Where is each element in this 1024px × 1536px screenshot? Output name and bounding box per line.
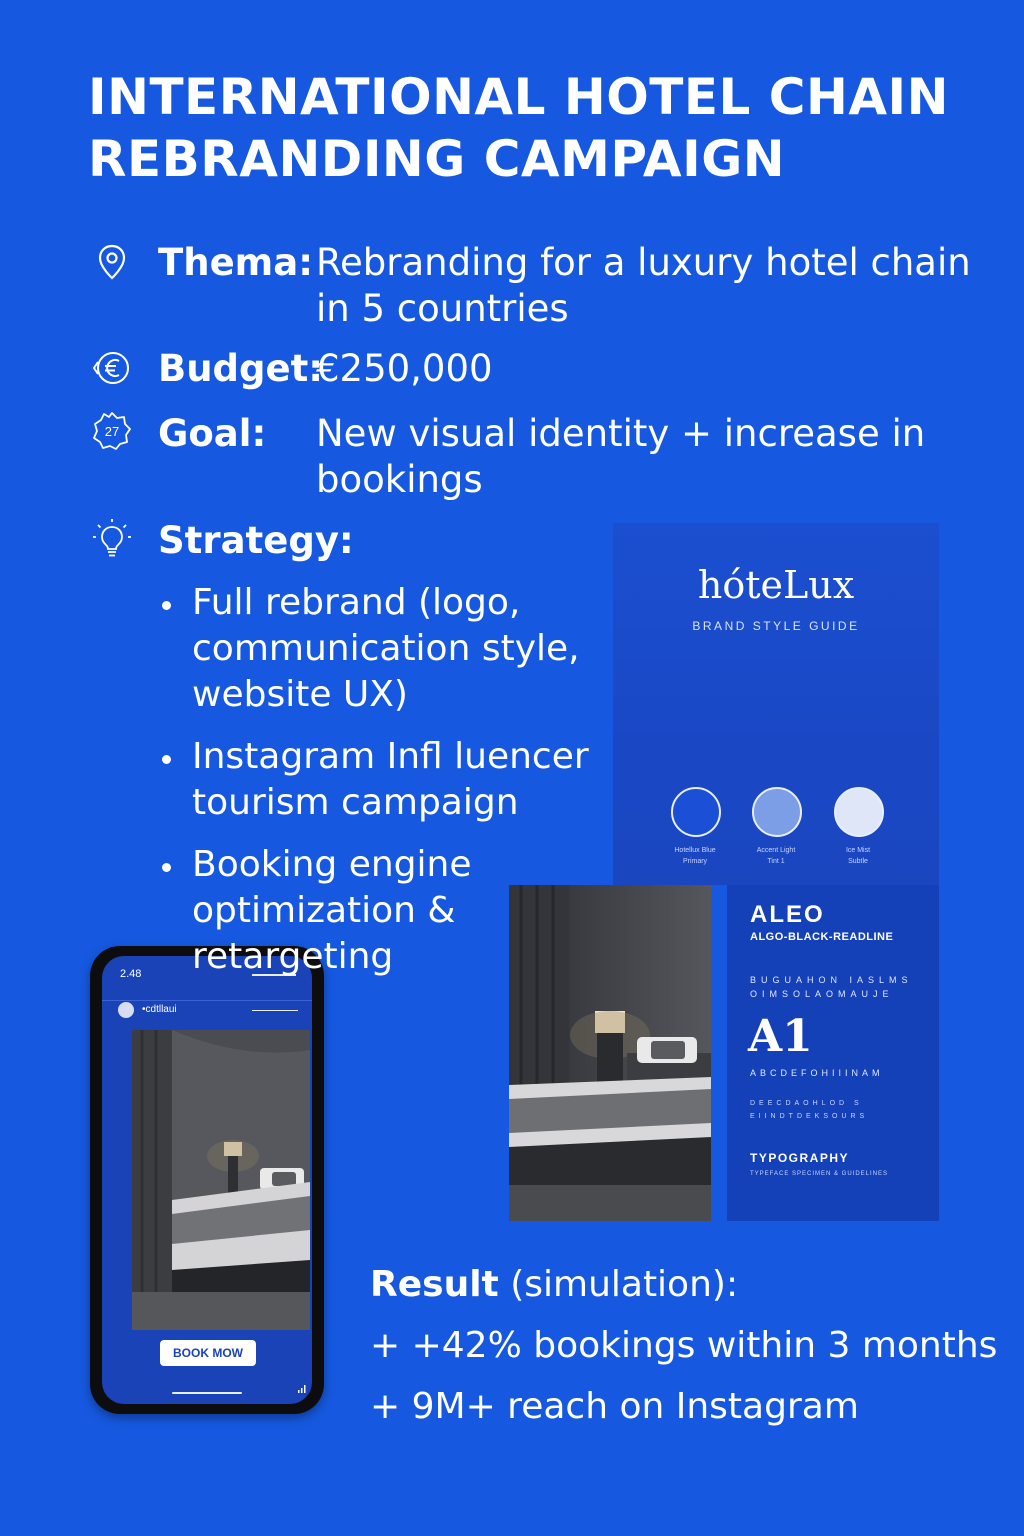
- result-section: [370, 1262, 1010, 1430]
- swatch-label: Hotellux Blue Primary: [674, 847, 716, 865]
- swatch-label: Ice Mist Subtle: [845, 847, 871, 865]
- badge-icon: [92, 411, 132, 451]
- phone-mockup: [90, 946, 324, 1414]
- page-title: [88, 66, 988, 190]
- brand-guide-subtitle: BRAND STYLE GUIDE: [692, 619, 860, 633]
- strategy-label: Strategy:: [158, 519, 354, 562]
- goal-label: Goal:: [158, 412, 267, 455]
- strategy-list: [158, 580, 598, 996]
- title-line-2: REBRANDING CAMPAIGN: [88, 130, 786, 188]
- list-item: Instagram Infl luencer tourism campaign: [158, 734, 598, 826]
- brand-style-guide-card: [613, 523, 939, 885]
- status-time: 2.48: [120, 968, 142, 980]
- color-swatch-accent: [752, 787, 802, 837]
- typography-footnote: TYPEFACE SPECIMEN & GUIDELINES: [750, 1171, 889, 1177]
- header-divider: [102, 1000, 312, 1001]
- header-line: [252, 1010, 298, 1011]
- small-sample-text: DEECDAOHLOD S EIINDTDEKSOURS: [750, 1100, 869, 1120]
- font-subname: ALGO-BLACK-READLINE: [750, 931, 894, 943]
- brand-logo: hóteLux: [697, 563, 855, 607]
- theme-value: Rebranding for a luxury hotel chain in 5 countries: [316, 241, 971, 330]
- budget-label: Budget:: [158, 347, 324, 390]
- result-line: + 9M+ reach on Instagram: [370, 1386, 859, 1427]
- account-handle[interactable]: •cdtllaui: [142, 1004, 177, 1015]
- sample-text: BUGUAHON IASLMS OIMSOLAOMAUJE: [750, 975, 913, 999]
- typography-card: [727, 885, 939, 1221]
- euro-coin-icon: [92, 348, 132, 388]
- avatar[interactable]: [118, 1002, 134, 1018]
- list-item: Full rebrand (logo, communication style, website UX): [158, 580, 598, 718]
- badge-number: 27: [104, 424, 120, 439]
- lightbulb-icon: [92, 518, 132, 558]
- theme-label: Thema:: [158, 241, 313, 284]
- home-indicator: [172, 1392, 242, 1394]
- phone-screen: [102, 956, 312, 1404]
- bedroom-illustration: [132, 1030, 310, 1330]
- swatch-label: Accent Light Tint 1: [756, 847, 796, 865]
- signal-icon: [298, 1380, 306, 1388]
- typography-heading: TYPOGRAPHY: [750, 1151, 850, 1165]
- alphabet-sample: ABCDEFOHIIINAM: [750, 1068, 884, 1078]
- result-line: + +42% bookings within 3 months: [370, 1325, 998, 1366]
- budget-value: €250,000: [316, 347, 493, 390]
- big-sample-glyph: A1: [748, 1011, 813, 1062]
- result-heading: Result (simulation):: [370, 1264, 739, 1305]
- color-swatch-light: [834, 787, 884, 837]
- map-pin-icon: [92, 242, 132, 282]
- title-line-1: INTERNATIONAL HOTEL CHAIN: [88, 68, 949, 126]
- book-now-button[interactable]: BOOK MOW: [160, 1340, 256, 1366]
- post-photo[interactable]: [132, 1030, 310, 1330]
- font-name: ALEO: [750, 901, 825, 928]
- goal-value: New visual identity + increase in bookings: [316, 412, 926, 501]
- list-item: Booking engine optimization & retargeting: [158, 842, 598, 980]
- color-swatch-primary: [671, 787, 721, 837]
